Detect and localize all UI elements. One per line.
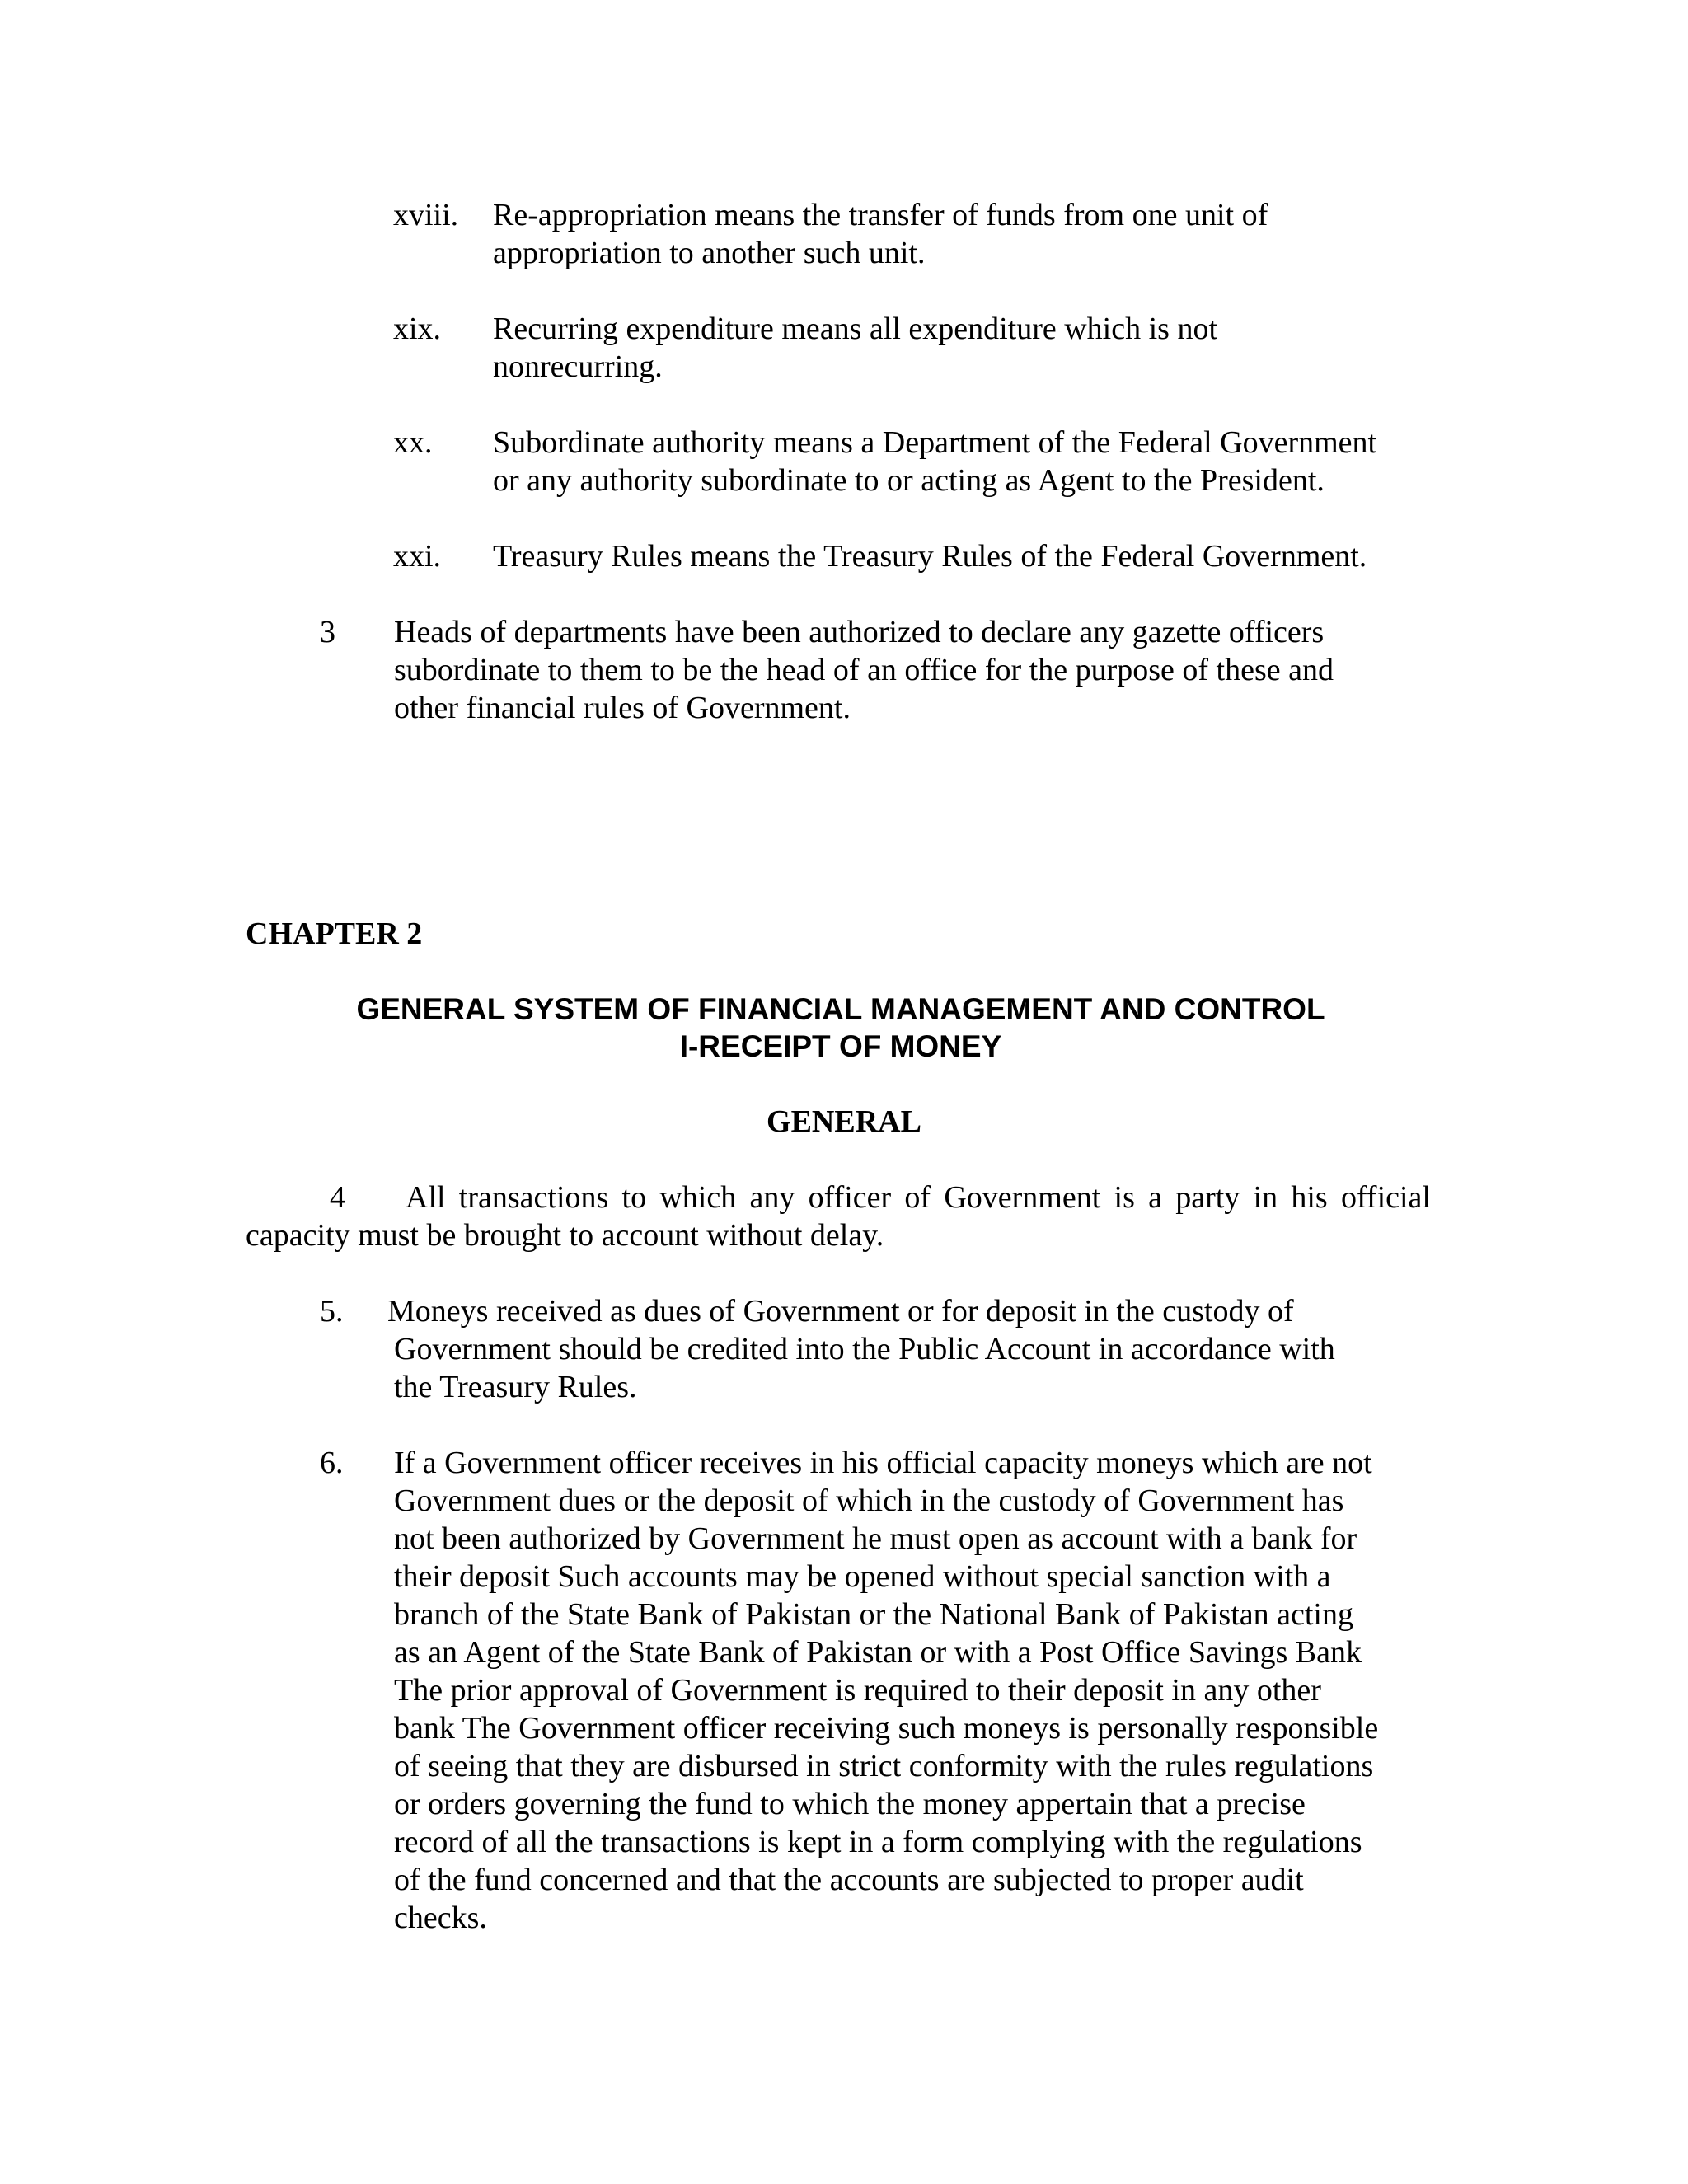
definition-text [493, 196, 1268, 272]
rule-line: If a Government officer receives in his official capacity moneys which are not [394, 1446, 1372, 1480]
definition-line: Re-appropriation means the transfer of funds from one unit of [493, 198, 1268, 232]
definition-line: Subordinate authority means a Department of the Federal Government [493, 425, 1377, 460]
rule-text [406, 1179, 1431, 1216]
section-title: GENERAL [767, 1104, 921, 1139]
rule-line: as an Agent of the State Bank of Pakistan or with a Post Office Savings Bank [394, 1635, 1362, 1670]
chapter-subheading: I-RECEIPT OF MONEY [679, 1029, 1002, 1063]
definition-text [493, 424, 1376, 499]
rule-line: bank The Government officer receiving such moneys is personally responsible [394, 1711, 1379, 1746]
rule-number: 6. [320, 1446, 344, 1480]
rule-line: All transactions to which any officer of Government is a party in his official [406, 1180, 1431, 1215]
rule-line: not been authorized by Government he must open as account with a bank for [394, 1521, 1357, 1556]
definition-number: xx. [393, 425, 433, 460]
definition-line: Recurring expenditure means all expenditure which is not [493, 312, 1218, 346]
rule-line: their deposit Such accounts may be opened without special sanction with a [394, 1559, 1331, 1594]
rule-line: subordinate to them to be the head of an office for the purpose of these and [394, 653, 1334, 687]
rule-line: The prior approval of Government is required to their deposit in any other [394, 1673, 1321, 1708]
rule-text [394, 1444, 1378, 1937]
rule-line: other financial rules of Government. [394, 691, 851, 725]
definition-line: appropriation to another such unit. [493, 236, 926, 270]
definition-line: nonrecurring. [493, 349, 663, 384]
rule-text [387, 1292, 1335, 1406]
rule-number: 4 [330, 1180, 345, 1215]
rule-line: Heads of departments have been authorized to declare any gazette officers [394, 615, 1325, 649]
rule-line: record of all the transactions is kept in a form complying with the regulations [394, 1825, 1362, 1859]
rule-line: Moneys received as dues of Government or for deposit in the custody of [387, 1294, 1294, 1329]
rule-line: or orders governing the fund to which the money appertain that a precise [394, 1787, 1306, 1821]
definition-number: xix. [393, 312, 442, 346]
rule-line: Government dues or the deposit of which in the custody of Government has [394, 1483, 1344, 1518]
rule-text [394, 613, 1334, 727]
rule-line: checks. [394, 1900, 487, 1935]
definition-line: Treasury Rules means the Treasury Rules of the Federal Government. [493, 539, 1367, 574]
rule-line: Government should be credited into the Public Account in accordance with [394, 1332, 1335, 1366]
rule-line: the Treasury Rules. [394, 1370, 637, 1404]
rule-line: branch of the State Bank of Pakistan or the National Bank of Pakistan acting [394, 1597, 1353, 1632]
definition-text [493, 310, 1217, 386]
rule-number: 5. [320, 1294, 344, 1329]
rule-number: 3 [320, 615, 335, 649]
rule-line: capacity must be brought to account without delay. [246, 1218, 884, 1253]
rule-line: of the fund concerned and that the accounts are subjected to proper audit [394, 1863, 1304, 1897]
definition-number: xxi. [393, 539, 442, 574]
definition-line: or any authority subordinate to or acting as Agent to the President. [493, 463, 1325, 498]
definition-text [493, 537, 1367, 575]
rule-line: of seeing that they are disbursed in strict conformity with the rules regulations [394, 1749, 1374, 1783]
chapter-title: CHAPTER 2 [246, 916, 423, 951]
chapter-heading: GENERAL SYSTEM OF FINANCIAL MANAGEMENT AND CONTROL [356, 992, 1325, 1026]
definition-number: xviii. [393, 198, 459, 232]
